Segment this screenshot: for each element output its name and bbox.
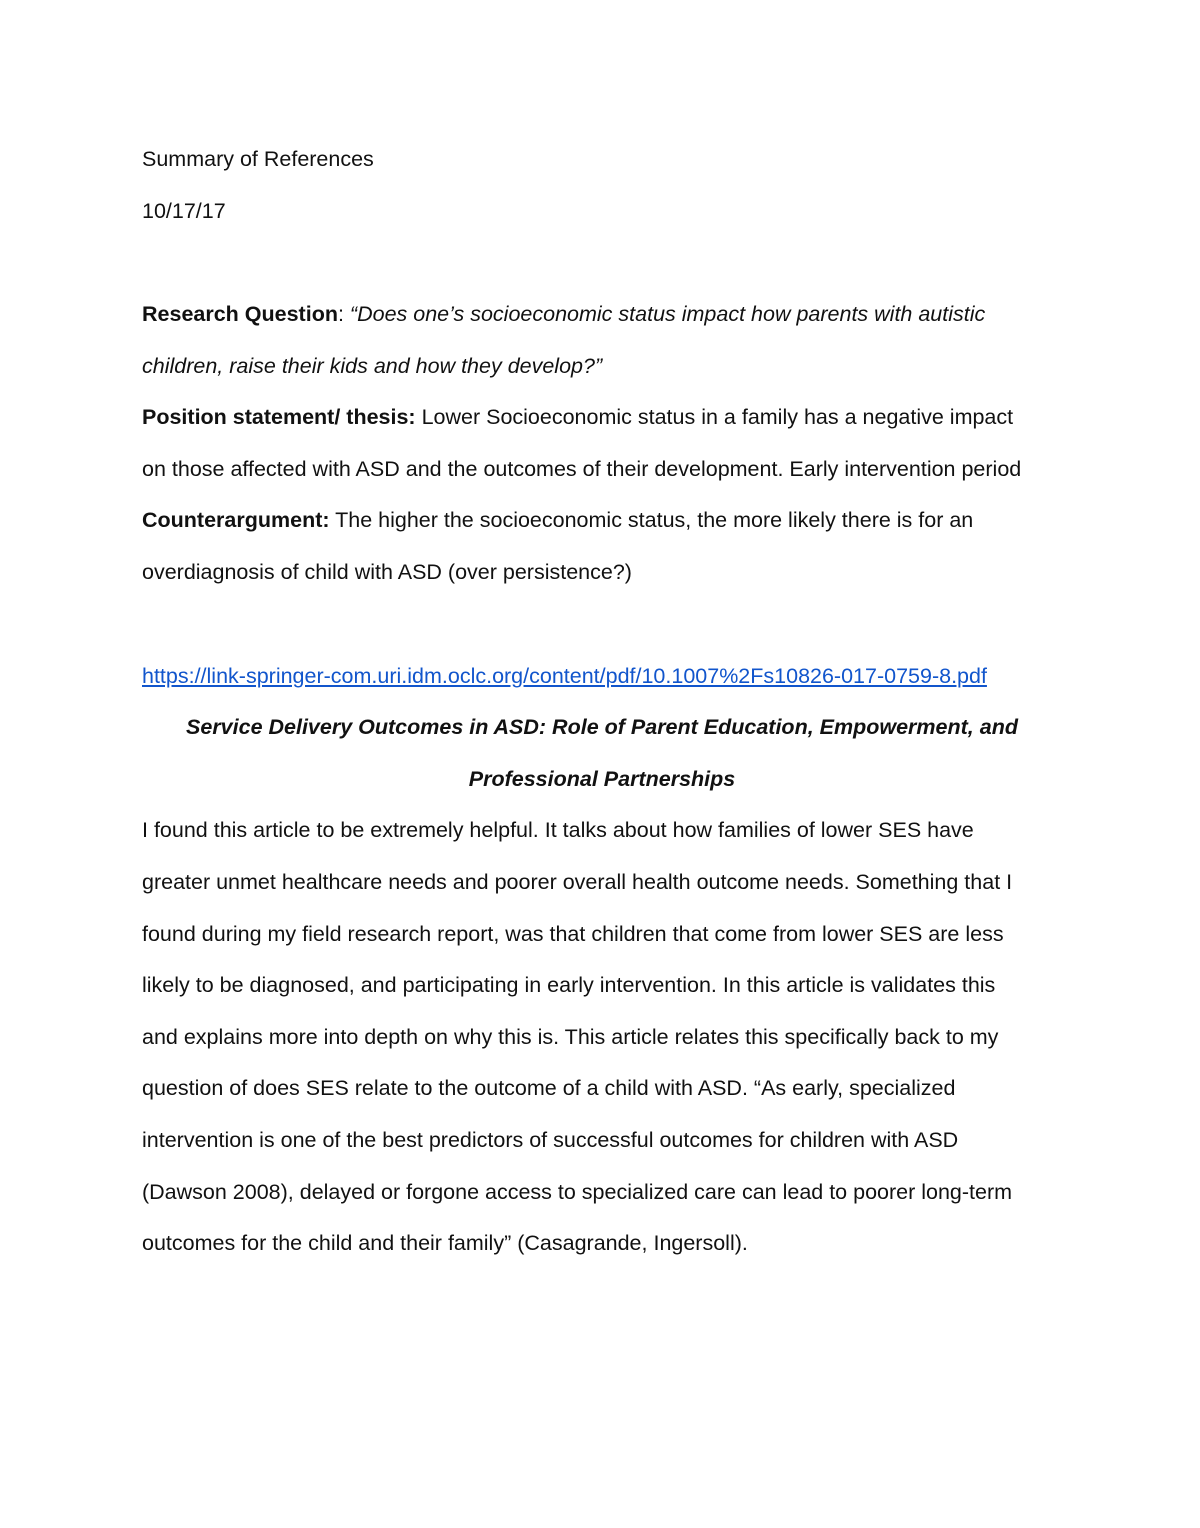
summary-line: outcomes for the child and their family” (Casagrande, Ingersoll).: [142, 1231, 748, 1256]
counterargument-label: Counterargument:: [142, 508, 330, 533]
document-content: [142, 133, 1062, 1270]
article-title-line-1: Service Delivery Outcomes in ASD: Role of Parent Education, Empowerment, and: [186, 715, 1018, 740]
article-title-line-2: Professional Partnerships: [468, 766, 736, 791]
research-question-line-2: children, raise their kids and how they develop?”: [142, 353, 603, 378]
position-statement-label: Position statement/ thesis:: [142, 405, 416, 430]
position-statement-text-1: Lower Socioeconomic status in a family has a negative impact: [415, 405, 1014, 430]
summary-line: intervention is one of the best predictors of successful outcomes for children with ASD: [142, 1127, 959, 1152]
summary-line: greater unmet healthcare needs and poorer overall health outcome needs. Something that I: [142, 869, 1013, 894]
research-question-colon: :: [337, 302, 350, 326]
position-statement-line-2: on those affected with ASD and the outcomes of their development. Early intervention period: [142, 456, 1022, 481]
reference-link-line: [142, 651, 1062, 703]
summary-line: and explains more into depth on why this is. This article relates this specifically back to my: [142, 1024, 999, 1049]
document-heading: Summary of References: [142, 147, 374, 171]
counterargument-line-1: [142, 495, 1062, 547]
document-date: 10/17/17: [142, 199, 226, 223]
spacer: [142, 599, 1062, 651]
summary-line: (Dawson 2008), delayed or forgone access to specialized care can lead to poorer long-term: [142, 1179, 1013, 1204]
summary-line: found during my field research report, was that children that come from lower SES are less: [142, 921, 1004, 946]
research-question-label: Research Question: [142, 302, 338, 326]
summary-line: likely to be diagnosed, and participating in early intervention. In this article is validates this: [142, 973, 996, 998]
position-statement-line-1: [142, 392, 1062, 444]
counterargument-line-2: overdiagnosis of child with ASD (over persistence?): [142, 559, 632, 584]
counterargument-text-1: The higher the socioeconomic status, the more likely there is for an: [329, 508, 974, 533]
reference-link[interactable]: https://link-springer-com.uri.idm.oclc.org/content/pdf/10.1007%2Fs10826-017-0759-8.pdf: [142, 663, 987, 688]
spacer: [142, 237, 1062, 289]
research-question-text-1: “Does one’s socioeconomic status impact how parents with autistic: [349, 302, 986, 326]
summary-line: I found this article to be extremely helpful. It talks about how families of lower SES have: [142, 818, 974, 843]
research-question-line-1: [142, 289, 1062, 341]
summary-line: question of does SES relate to the outcome of a child with ASD. “As early, specialized: [142, 1076, 956, 1101]
